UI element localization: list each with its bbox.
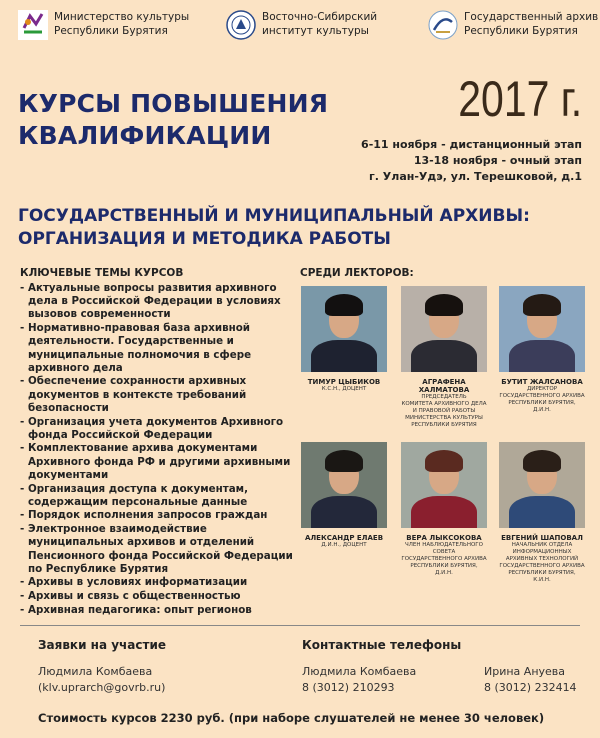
year-label: 2017 г. [458, 71, 582, 127]
title-line2: КВАЛИФИКАЦИИ [18, 121, 272, 150]
course-cost: Стоимость курсов 2230 руб. (при наборе слушателей не менее 30 человек) [38, 711, 545, 725]
archive-name-line2: Республики Бурятия [464, 25, 578, 37]
lecturer-description: Д.И.Н. [435, 570, 453, 576]
lecturers-heading: СРЕДИ ЛЕКТОРОВ: [300, 267, 414, 279]
lecturer-description: АРХИВНЫХ ТЕХНОЛОГИЙ [505, 556, 579, 562]
lecturer-name: ТИМУР ЦЫБИКОВ [307, 378, 381, 386]
lecturer-description: РЕСПУБЛИКИ БУРЯТИЯ, [410, 563, 478, 569]
lecturer-description: ИНФОРМАЦИОННЫХ [512, 549, 572, 555]
theme-item: - Организация учета документов Архивного фонда Российской Федерации [20, 416, 305, 442]
theme-item: - Архивы и связь с общественностью [20, 590, 305, 603]
title-line1: КУРСЫ ПОВЫШЕНИЯ [18, 89, 329, 118]
lecturer-name: АЛЕКСАНДР ЕЛАЕВ [304, 534, 384, 542]
institute-org [226, 10, 377, 40]
lecturer-description: НАЧАЛЬНИК ОТДЕЛА [511, 542, 573, 548]
institute-name-line2: институт культуры [262, 25, 369, 37]
themes-section [20, 267, 305, 618]
institute-emblem-icon [226, 10, 256, 40]
applications-heading: Заявки на участие [38, 638, 166, 652]
archive-logo-icon [428, 10, 458, 40]
lecturer-description: Д.И.Н. [533, 407, 551, 413]
archive-name-line1: Государственный архив [464, 11, 599, 23]
lecturer-photo [499, 442, 585, 528]
lecturer-description: РЕСПУБЛИКИ БУРЯТИЯ, [508, 400, 576, 406]
lecturer-name: ЕВГЕНИЙ ШАПОВАЛ [501, 534, 583, 542]
themes-heading: КЛЮЧЕВЫЕ ТЕМЫ КУРСОВ [20, 267, 184, 279]
lecturer-photo [301, 286, 387, 372]
lecturer-card [494, 286, 590, 414]
lecturer-card [296, 286, 392, 393]
theme-item: - Нормативно-правовая база архивной деятельности. Государственные и муниципальные полномочия в сфере архивного дела [20, 322, 305, 375]
subtitle-line2: ОРГАНИЗАЦИЯ И МЕТОДИКА РАБОТЫ [18, 229, 391, 249]
ministry-org [18, 10, 189, 40]
theme-item: - Актуальные вопросы развития архивного дела в Российской Федерации в условиях вызовов современности [20, 282, 305, 322]
theme-item: - Архивы в условиях информатизации [20, 576, 305, 589]
address: г. Улан-Удэ, ул. Терешковой, д.1 [369, 170, 582, 183]
contact2-phone: 8 (3012) 232414 [484, 681, 577, 694]
lecturer-description: РЕСПУБЛИКИ БУРЯТИЯ, [508, 570, 576, 576]
ministry-name-line2: Республики Бурятия [54, 25, 168, 37]
contact2-name: Ирина Ануева [484, 665, 566, 678]
contacts-heading: Контактные телефоны [302, 638, 462, 652]
lecturer-description: МИНИСТЕРСТВА КУЛЬТУРЫ [405, 415, 483, 421]
subtitle-line1: ГОСУДАРСТВЕННЫЙ И МУНИЦИПАЛЬНЫЙ АРХИВЫ: [18, 206, 530, 226]
theme-item: - Организация доступа к документам, содержащим персональные данные [20, 483, 305, 509]
ministry-logo-icon [18, 10, 48, 40]
lecturer-description: ГОСУДАРСТВЕННОГО АРХИВА [401, 556, 487, 562]
applications-name: Людмила Комбаева [38, 665, 153, 678]
lecturer-description: Д.И.Н., ДОЦЕНТ [321, 542, 367, 548]
theme-item: - Электронное взаимодействие муниципальных архивов и отделений Пенсионного фонда Российской Федерации по Республике Бурятия [20, 523, 305, 576]
page-title [18, 88, 328, 152]
lecturer-name: ВЕРА ЛЫКСОКОВА [406, 534, 482, 542]
lecturer-description: РЕСПУБЛИКИ БУРЯТИЯ [411, 422, 477, 428]
footer-divider [20, 625, 580, 626]
applications-email[interactable]: (klv.uprarch@govrb.ru) [38, 681, 166, 694]
date-distance: 6-11 ноября - дистанционный этап [361, 138, 582, 151]
lecturer-card [494, 442, 590, 584]
institute-name-line1: Восточно-Сибирский [262, 11, 378, 23]
ministry-name-line1: Министерство культуры [54, 11, 190, 23]
contact1-name: Людмила Комбаева [302, 665, 417, 678]
lecturer-description: И ПРАВОВОЙ РАБОТЫ [412, 408, 476, 414]
course-subtitle [18, 205, 530, 251]
theme-item: - Комплектование архива документами Архивного фонда РФ и другими архивными документами [20, 442, 305, 482]
lecturer-description: ГОСУДАРСТВЕННОГО АРХИВА [499, 563, 585, 569]
lecturer-name: АГРАФЕНА ХАЛМАТОВА [418, 378, 470, 394]
lecturer-photo [401, 442, 487, 528]
lecturer-description: ЧЛЕН НАБЛЮДАТЕЛЬНОГО СОВЕТА [405, 542, 483, 555]
theme-item: - Архивная педагогика: опыт регионов [20, 604, 305, 617]
lecturer-photo [301, 442, 387, 528]
theme-item: - Порядок исполнения запросов граждан [20, 509, 305, 522]
theme-item: - Обеспечение сохранности архивных документов в контексте требований безопасности [20, 375, 305, 415]
course-dates [361, 137, 582, 185]
lecturer-card [396, 286, 492, 429]
lecturer-description: ПРЕДСЕДАТЕЛЬ [421, 394, 467, 400]
lecturer-description: КОМИТЕТА АРХИВНОГО ДЕЛА [401, 401, 487, 407]
themes-list [20, 282, 305, 617]
date-fulltime: 13-18 ноября - очный этап [413, 154, 582, 167]
lecturer-description: ДИРЕКТОР [526, 386, 558, 392]
lecturer-photo [499, 286, 585, 372]
lecturer-description: ГОСУДАРСТВЕННОГО АРХИВА [499, 393, 585, 399]
contact1-phone: 8 (3012) 210293 [302, 681, 395, 694]
lecturer-description: К.С.Н., ДОЦЕНТ [321, 386, 367, 392]
lecturer-description: К.И.Н. [533, 577, 551, 583]
archive-org [428, 10, 598, 40]
lecturer-card [396, 442, 492, 577]
lecturer-photo [401, 286, 487, 372]
lecturer-name: БУТИТ ЖАЛСАНОВА [501, 378, 583, 386]
lecturer-card [296, 442, 392, 549]
